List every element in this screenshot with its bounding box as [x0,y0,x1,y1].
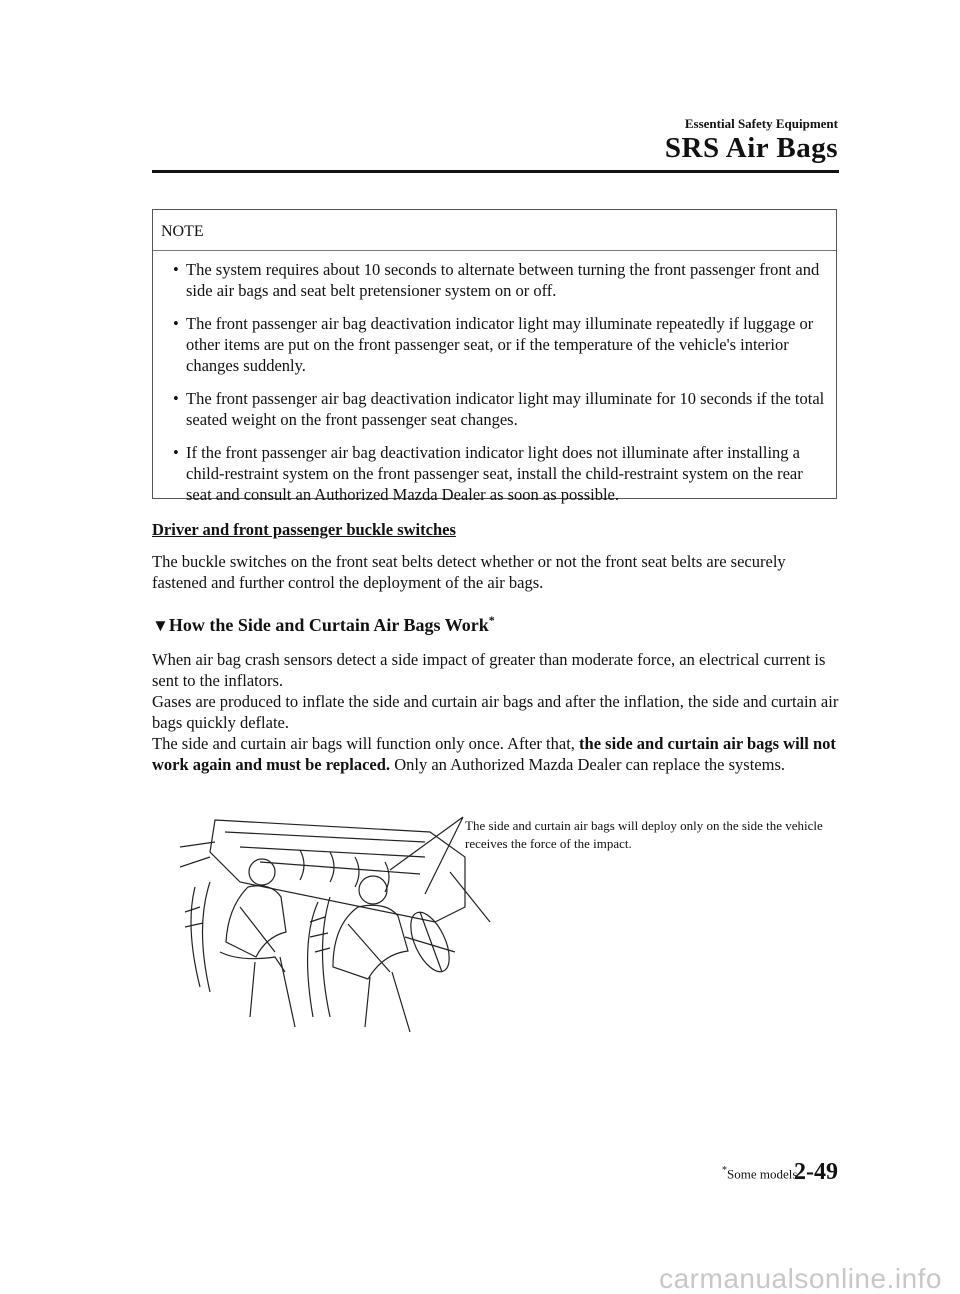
side-curtain-heading [152,613,495,636]
watermark: carmanualsonline.info [0,1264,960,1293]
note-item-text: The front passenger air bag deactivation indicator light may illuminate for 10 seconds if the total seated weight on the front passenger seat changes. [186,389,825,429]
bullet-icon: • [173,260,179,279]
bullet-icon: • [173,314,179,333]
side-curtain-heading-text: How the Side and Curtain Air Bags Work [168,615,489,635]
note-list [153,251,836,505]
side-curtain-text-3 [152,733,842,775]
note-item-text: The system requires about 10 seconds to alternate between turning the front passenger front and side air bags and seat belt pretensioner system on or off. [186,260,820,300]
airbag-deployment-illustration [180,812,500,1037]
buckle-switches-paragraph: The buckle switches on the front seat belts detect whether or not the front seat belts are securely fastened and further control the deployment of the air bags. [152,552,786,592]
page-number: 2-49 [794,1159,838,1185]
note-item [153,313,828,376]
section-title: Essential Safety Equipment [684,116,838,131]
side-curtain-warning: the side and curtain air bags will not work again and must be replaced. [152,734,836,774]
triangle-marker-icon: ▼ [152,616,169,635]
buckle-switches-heading: Driver and front passenger buckle switches [152,520,456,539]
bullet-icon: • [173,389,179,408]
footnote-text: Some models. [727,1166,801,1182]
figure-callout: The side and curtain air bags will deploy only on the side the vehicle receives the force of the impact. [465,818,823,851]
bullet-icon: • [173,443,179,462]
note-heading: NOTE [153,210,836,251]
side-curtain-text-3-start: The side and curtain air bags will function only once. After that, [152,734,580,753]
some-models-asterisk: * [488,613,495,627]
header-divider [152,170,839,173]
note-item [153,442,828,505]
side-curtain-paragraph [152,649,842,775]
note-item-text: The front passenger air bag deactivation indicator light may illuminate repeatedly if luggage or other items are put on the front passenger seat, or if the temperature of the vehicle's interior changes suddenly. [186,314,814,375]
some-models-footnote [722,1165,801,1182]
note-item [153,259,828,301]
note-item-text: If the front passenger air bag deactivation indicator light does not illuminate after installing a child-restraint system on the front passenger seat, install the child-restraint system on the rear seat and consult an Authorized Mazda Dealer as soon as possible. [186,443,803,504]
side-curtain-text-3-end: Only an Authorized Mazda Dealer can replace the systems. [390,755,785,774]
side-curtain-text-2: Gases are produced to inflate the side and curtain air bags and after the inflation, the side and curtain air bags quickly deflate. [152,692,839,732]
note-box [152,209,837,504]
note-item [153,388,828,430]
page-title: SRS Air Bags [664,132,838,164]
footnote-asterisk: * [722,1165,727,1176]
side-curtain-text-1: When air bag crash sensors detect a side impact of greater than moderate force, an electrical current is sent to the inflators. [152,650,826,690]
